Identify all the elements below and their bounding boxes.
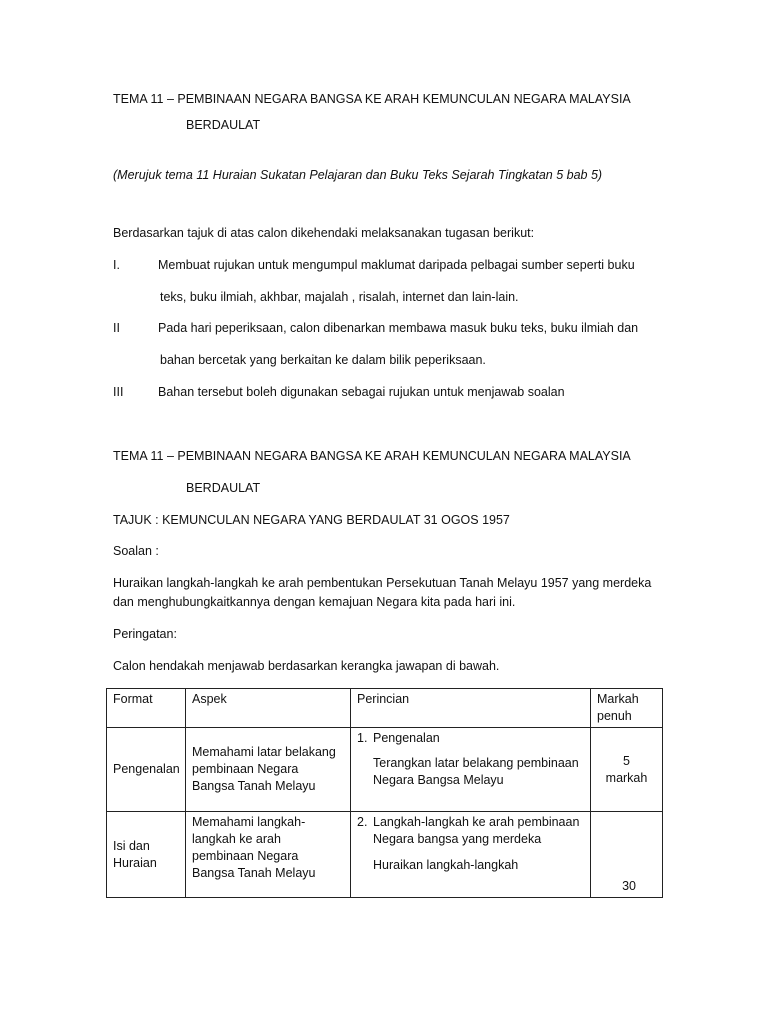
header-2-line-1: TEMA 11 – PEMBINAAN NEGARA BANGSA KE ARAH KEMUNCULAN NEGARA MALAYSIA (113, 449, 631, 463)
soalan-label: Soalan : (113, 544, 159, 558)
perincian-detail: Terangkan latar belakang pembinaan Negara Bangsa Melayu (373, 756, 579, 787)
cell-perincian (351, 728, 591, 812)
cell-format: Pengenalan (107, 728, 186, 812)
peringatan-label: Peringatan: (113, 627, 177, 641)
answer-framework-table (106, 688, 663, 898)
header-format: Format (107, 689, 186, 728)
perincian-title (357, 814, 584, 848)
markah-unit: markah (605, 770, 648, 785)
table-row (107, 728, 663, 812)
header-perincian: Perincian (351, 689, 591, 728)
header-markah: Markah penuh (591, 689, 663, 728)
perincian-number: 1. (357, 731, 368, 745)
task-text-line-1: Membuat rujukan untuk mengumpul maklumat daripada pelbagai sumber seperti buku (158, 258, 635, 272)
peringatan-text: Calon hendakah menjawab berdasarkan kerangka jawapan di bawah. (113, 659, 500, 673)
perincian-title-text: Langkah-langkah ke arah pembinaan Negara bangsa yang merdeka (373, 815, 580, 846)
header-1-line-2: BERDAULAT (186, 118, 261, 132)
cell-markah (591, 728, 663, 812)
task-text-line-1: Pada hari peperiksaan, calon dibenarkan membawa masuk buku teks, buku ilmiah dan (158, 321, 639, 335)
markah-value: 30 (622, 879, 636, 893)
perincian-number: 2. (357, 815, 368, 829)
task-text-line-2: teks, buku ilmiah, akhbar, majalah , risalah, internet dan lain-lain. (160, 290, 519, 304)
markah-value: 5 (623, 753, 630, 768)
perincian-title (357, 730, 584, 747)
task-text-line-1: Bahan tersebut boleh digunakan sebagai rujukan untuk menjawab soalan (158, 385, 565, 399)
header-1-line-1: TEMA 11 – PEMBINAAN NEGARA BANGSA KE ARAH KEMUNCULAN NEGARA MALAYSIA (113, 92, 631, 106)
task-number: I. (113, 258, 120, 272)
cell-perincian (351, 812, 591, 898)
perincian-title-text: Pengenalan (373, 731, 440, 745)
header-aspek: Aspek (186, 689, 351, 728)
cell-markah (591, 812, 663, 898)
table-header-row (107, 689, 663, 728)
instruction-intro: Berdasarkan tajuk di atas calon dikehendaki melaksanakan tugasan berikut: (113, 226, 535, 240)
header-2-line-2: BERDAULAT (186, 481, 261, 495)
perincian-detail: Huraikan langkah-langkah (373, 858, 519, 872)
cell-aspek: Memahami latar belakang pembinaan Negara Bangsa Tanah Melayu (186, 728, 351, 812)
cell-format: Isi dan Huraian (107, 812, 186, 898)
table-row (107, 812, 663, 898)
task-text-line-2: bahan bercetak yang berkaitan ke dalam bilik peperiksaan. (160, 353, 486, 367)
cell-aspek: Memahami langkah-langkah ke arah pembinaan Negara Bangsa Tanah Melayu (186, 812, 351, 898)
task-number: II (113, 321, 120, 335)
tajuk-line: TAJUK : KEMUNCULAN NEGARA YANG BERDAULAT 31 OGOS 1957 (113, 513, 510, 527)
reference-note: (Merujuk tema 11 Huraian Sukatan Pelajaran dan Buku Teks Sejarah Tingkatan 5 bab 5) (113, 168, 603, 182)
task-number: III (113, 385, 124, 399)
soalan-text: Huraikan langkah-langkah ke arah pembentukan Persekutuan Tanah Melayu 1957 yang merdeka dan menghubungkaitkannya dengan kemajuan Negara kita pada hari ini. (113, 576, 652, 609)
